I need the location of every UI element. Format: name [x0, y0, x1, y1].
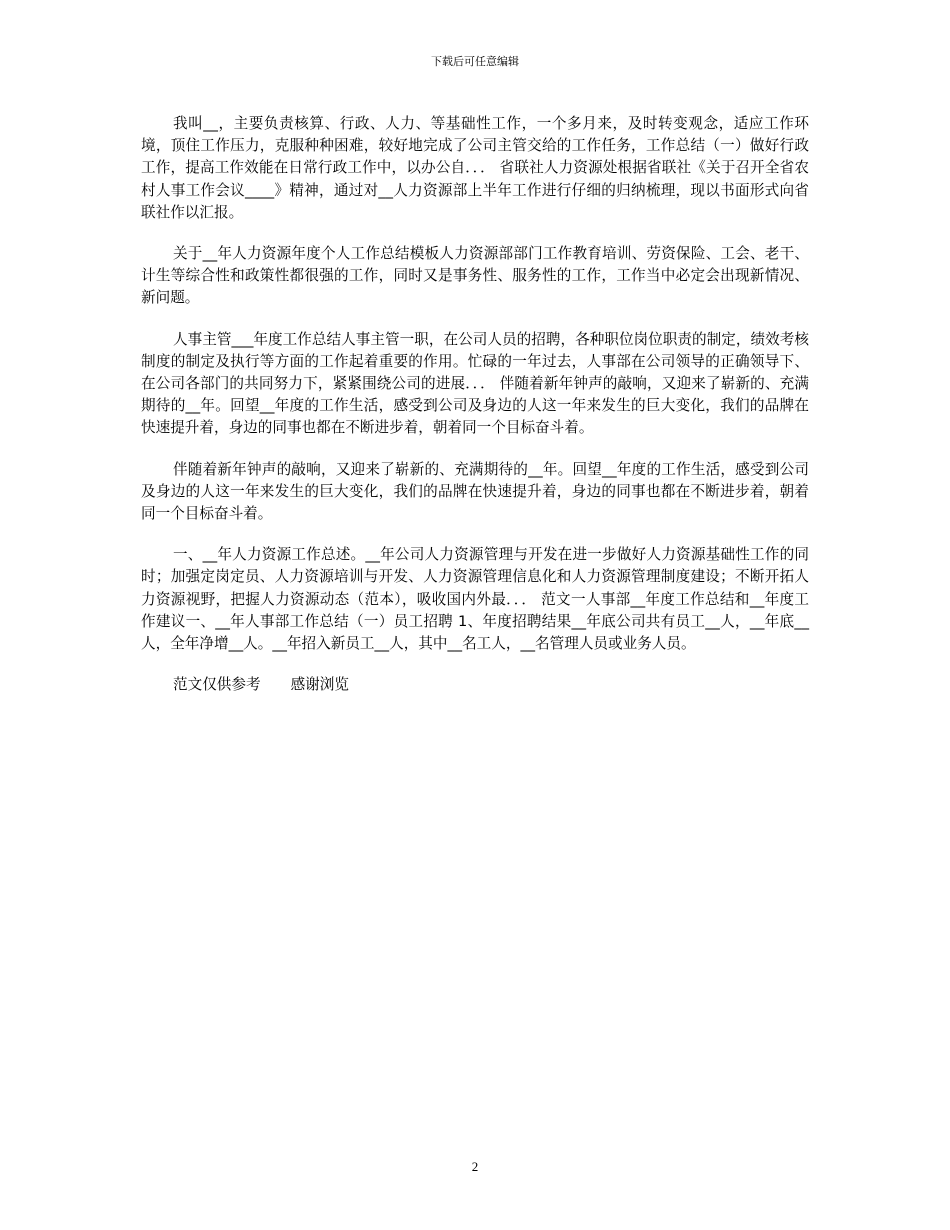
header-note: 下载后可任意编辑 — [431, 55, 519, 68]
reference-note: 范文仅供参考 — [173, 676, 261, 694]
paragraph-5: 一、__年人力资源工作总述。__年公司人力资源管理与开发在进一步做好人力资源基础性工作的同时；加强定岗定员、人力资源培训与开发、人力资源管理信息化和人力资源管理制度建设；不断开拓人力资源视野，把握人力资源动态（范本），吸收国内外最．．． 范文一人事部__年度工作总结和__年度工作建议一、__年人事部工作总结（一）员工招聘 1、年度招聘结果__年底公司共有员工__人，__年底__人，全年净增__人。__年招入新员工__人，其中__名工人，__名管理人员或业务人员。 — [141, 546, 809, 653]
document-body — [141, 113, 809, 696]
paragraph-4: 伴随着新年钟声的敲响，又迎来了崭新的、充满期待的__年。回望__年度的工作生活，感受到公司及身边的人这一年来发生的巨大变化，我们的品牌在快速提升着，身边的同事也都在不断进步着，朝着同一个目标奋斗着。 — [141, 460, 809, 523]
paragraph-1: 我叫__，主要负责核算、行政、人力、等基础性工作，一个多月来，及时转变观念，适应工作环境，顶住工作压力，克服种种困难，较好地完成了公司主管交给的工作任务，工作总结（一）做好行政工作，提高工作效能在日常行政工作中，以办公自．．． 省联社人力资源处根据省联社《关于召开全省农村人事工作会议____》精神，通过对__人力资源部上半年工作进行仔细的归纳梳理，现以书面形式向省联社作以汇报。 — [141, 115, 809, 221]
page-number: 2 — [471, 1159, 479, 1174]
paragraph-2: 关于__年人力资源年度个人工作总结模板人力资源部部门工作教育培训、劳资保险、工会、老干、计生等综合性和政策性都很强的工作，同时又是事务性、服务性的工作，工作当中必定会出现新情况、新问题。 — [141, 245, 809, 307]
paragraph-3: 人事主管___年度工作总结人事主管一职，在公司人员的招聘，各种职位岗位职责的制定，绩效考核制度的制定及执行等方面的工作起着重要的作用。忙碌的一年过去，人事部在公司领导的正确领导下、在公司各部门的共同努力下，紧紧围绕公司的进展．．． 伴随着新年钟声的敲响，又迎来了崭新的、充满期待的__年。回望__年度的工作生活，感受到公司及身边的人这一年来发生的巨大变化，我们的品牌在快速提升着，身边的同事也都在不断进步着，朝着同一个目标奋斗着。 — [141, 330, 809, 437]
closing-line — [141, 674, 809, 696]
thanks-note: 感谢浏览 — [290, 676, 349, 694]
